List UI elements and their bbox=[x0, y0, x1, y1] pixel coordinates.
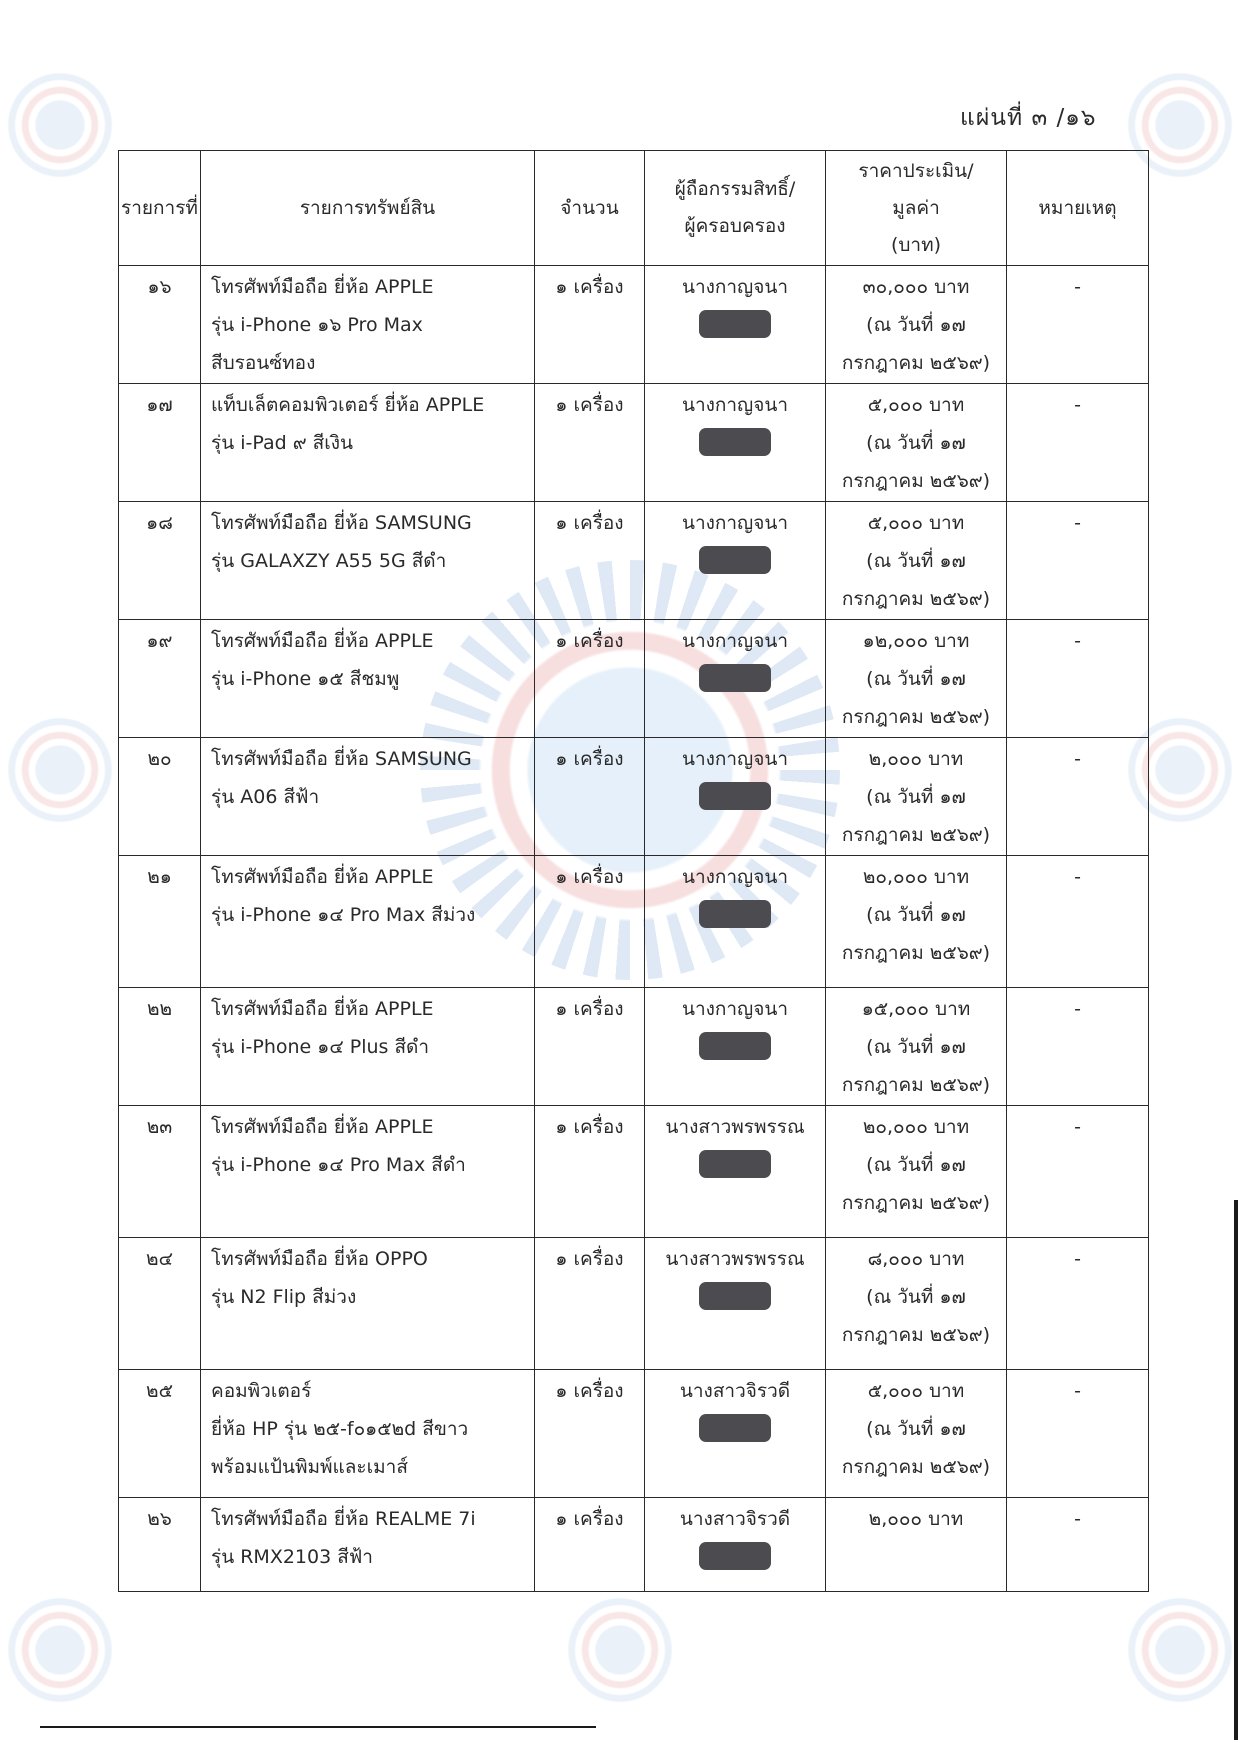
owner-name: นางกาญจนา bbox=[681, 276, 789, 298]
asset-description-line: รุ่น i-Phone ๑๖ Pro Max bbox=[211, 314, 423, 336]
table-row bbox=[119, 738, 1149, 856]
asset-description bbox=[201, 1238, 535, 1370]
owner-name: นางกาญจนา bbox=[681, 512, 789, 534]
appraised-value bbox=[826, 502, 1007, 620]
redaction-box bbox=[699, 1542, 771, 1570]
redaction-box bbox=[699, 546, 771, 574]
header-owner-line: ผู้ถือกรรมสิทธิ์/ bbox=[674, 178, 796, 200]
header-note: หมายเหตุ bbox=[1007, 151, 1149, 266]
owner-cell bbox=[645, 502, 826, 620]
owner-cell bbox=[645, 266, 826, 384]
redaction-box bbox=[699, 1414, 771, 1442]
asset-description-line: โทรศัพท์มือถือ ยี่ห้อ REALME 7i bbox=[211, 1508, 476, 1530]
item-number: ๒๓ bbox=[119, 1106, 201, 1238]
asset-description-line: ยี่ห้อ HP รุ่น ๒๕-f๐๑๕๒d สีขาว bbox=[211, 1418, 469, 1440]
watermark-logo bbox=[560, 1590, 680, 1710]
redaction-box bbox=[699, 1282, 771, 1310]
redaction-box bbox=[699, 900, 771, 928]
appraised-value bbox=[826, 1106, 1007, 1238]
appraised-value bbox=[826, 620, 1007, 738]
asset-quantity: ๑ เครื่อง bbox=[535, 384, 645, 502]
redaction-box bbox=[699, 664, 771, 692]
appraised-value-line: กรกฎาคม ๒๕๖๙) bbox=[841, 1324, 991, 1346]
item-number: ๒๑ bbox=[119, 856, 201, 988]
appraised-value-line: (ณ วันที่ ๑๗ bbox=[866, 314, 966, 336]
asset-description bbox=[201, 856, 535, 988]
remark: - bbox=[1007, 988, 1149, 1106]
remark: - bbox=[1007, 856, 1149, 988]
asset-description-line: สีบรอนซ์ทอง bbox=[211, 352, 316, 374]
asset-quantity: ๑ เครื่อง bbox=[535, 856, 645, 988]
asset-quantity: ๑ เครื่อง bbox=[535, 738, 645, 856]
asset-description-line: รุ่น i-Phone ๑๔ Pro Max สีดำ bbox=[211, 1154, 466, 1176]
appraised-value bbox=[826, 988, 1007, 1106]
asset-description bbox=[201, 266, 535, 384]
table-row bbox=[119, 988, 1149, 1106]
asset-description-line: คอมพิวเตอร์ bbox=[211, 1380, 312, 1402]
item-number: ๑๖ bbox=[119, 266, 201, 384]
owner-name: นางสาวจิรวดี bbox=[679, 1380, 791, 1402]
scan-edge bbox=[1234, 1200, 1238, 1740]
asset-description bbox=[201, 1370, 535, 1498]
appraised-value-line: กรกฎาคม ๒๕๖๙) bbox=[841, 1074, 991, 1096]
appraised-value-line: กรกฎาคม ๒๕๖๙) bbox=[841, 1192, 991, 1214]
asset-description-line: โทรศัพท์มือถือ ยี่ห้อ APPLE bbox=[211, 630, 434, 652]
asset-description bbox=[201, 1498, 535, 1592]
redaction-box bbox=[699, 1150, 771, 1178]
asset-description-line: รุ่น i-Phone ๑๔ Plus สีดำ bbox=[211, 1036, 430, 1058]
footer-rule bbox=[40, 1726, 596, 1728]
asset-description-line: โทรศัพท์มือถือ ยี่ห้อ APPLE bbox=[211, 276, 434, 298]
appraised-value-line: กรกฎาคม ๒๕๖๙) bbox=[841, 706, 991, 728]
table-row bbox=[119, 1498, 1149, 1592]
owner-cell bbox=[645, 620, 826, 738]
appraised-value-line: ๓๐,๐๐๐ บาท bbox=[862, 276, 970, 298]
asset-quantity: ๑ เครื่อง bbox=[535, 502, 645, 620]
owner-name: นางกาญจนา bbox=[681, 748, 789, 770]
asset-quantity: ๑ เครื่อง bbox=[535, 1498, 645, 1592]
appraised-value-line: กรกฎาคม ๒๕๖๙) bbox=[841, 588, 991, 610]
asset-description-line: รุ่น i-Phone ๑๕ สีชมพู bbox=[211, 668, 400, 690]
header-asset: รายการทรัพย์สิน bbox=[201, 151, 535, 266]
appraised-value-line: ๑๒,๐๐๐ บาท bbox=[862, 630, 970, 652]
header-quantity: จำนวน bbox=[535, 151, 645, 266]
header-price bbox=[826, 151, 1007, 266]
appraised-value-line: ๒๐,๐๐๐ บาท bbox=[862, 866, 970, 888]
asset-description-line: พร้อมแป้นพิมพ์และเมาส์ bbox=[211, 1456, 408, 1478]
appraised-value bbox=[826, 384, 1007, 502]
appraised-value-line: (ณ วันที่ ๑๗ bbox=[866, 1286, 966, 1308]
appraised-value-line: กรกฎาคม ๒๕๖๙) bbox=[841, 470, 991, 492]
owner-name: นางสาวพรพรรณ bbox=[665, 1116, 805, 1138]
owner-cell bbox=[645, 856, 826, 988]
appraised-value-line: (ณ วันที่ ๑๗ bbox=[866, 550, 966, 572]
header-price-line: ราคาประเมิน/ bbox=[858, 159, 974, 182]
item-number: ๑๙ bbox=[119, 620, 201, 738]
appraised-value-line: กรกฎาคม ๒๕๖๙) bbox=[841, 824, 991, 846]
remark: - bbox=[1007, 1106, 1149, 1238]
appraised-value bbox=[826, 856, 1007, 988]
asset-description-line: โทรศัพท์มือถือ ยี่ห้อ APPLE bbox=[211, 998, 434, 1020]
appraised-value-line: ๒,๐๐๐ บาท bbox=[868, 1508, 964, 1530]
owner-cell bbox=[645, 1106, 826, 1238]
owner-name: นางสาวพรพรรณ bbox=[665, 1248, 805, 1270]
redaction-box bbox=[699, 428, 771, 456]
remark: - bbox=[1007, 1370, 1149, 1498]
redaction-box bbox=[699, 782, 771, 810]
owner-cell bbox=[645, 1370, 826, 1498]
appraised-value-line: (ณ วันที่ ๑๗ bbox=[866, 904, 966, 926]
appraised-value-line: (ณ วันที่ ๑๗ bbox=[866, 1154, 966, 1176]
table-row bbox=[119, 384, 1149, 502]
remark: - bbox=[1007, 738, 1149, 856]
remark: - bbox=[1007, 502, 1149, 620]
watermark-logo bbox=[0, 65, 120, 185]
asset-description-line: รุ่น GALAXZY A55 5G สีดำ bbox=[211, 550, 447, 572]
remark: - bbox=[1007, 266, 1149, 384]
appraised-value-line: กรกฎาคม ๒๕๖๙) bbox=[841, 352, 991, 374]
asset-description-line: รุ่น N2 Flip สีม่วง bbox=[211, 1286, 357, 1308]
appraised-value-line: ๒,๐๐๐ บาท bbox=[868, 748, 964, 770]
table-row bbox=[119, 856, 1149, 988]
appraised-value bbox=[826, 1370, 1007, 1498]
owner-name: นางกาญจนา bbox=[681, 998, 789, 1020]
asset-table bbox=[118, 150, 1149, 1592]
asset-quantity: ๑ เครื่อง bbox=[535, 620, 645, 738]
header-item-no: รายการที่ bbox=[119, 151, 201, 266]
remark: - bbox=[1007, 620, 1149, 738]
remark: - bbox=[1007, 1498, 1149, 1592]
appraised-value-line: ๕,๐๐๐ บาท bbox=[867, 512, 965, 534]
appraised-value-line: ๒๐,๐๐๐ บาท bbox=[862, 1116, 970, 1138]
appraised-value bbox=[826, 1238, 1007, 1370]
asset-description bbox=[201, 1106, 535, 1238]
asset-quantity: ๑ เครื่อง bbox=[535, 988, 645, 1106]
owner-name: นางสาวจิรวดี bbox=[679, 1508, 791, 1530]
asset-description-line: รุ่น i-Pad ๙ สีเงิน bbox=[211, 432, 354, 454]
owner-cell bbox=[645, 988, 826, 1106]
appraised-value-line: (ณ วันที่ ๑๗ bbox=[866, 1418, 966, 1440]
owner-name: นางกาญจนา bbox=[681, 630, 789, 652]
table-row bbox=[119, 502, 1149, 620]
table-row bbox=[119, 266, 1149, 384]
asset-quantity: ๑ เครื่อง bbox=[535, 1238, 645, 1370]
remark: - bbox=[1007, 384, 1149, 502]
header-owner-line: ผู้ครอบครอง bbox=[684, 215, 786, 237]
table-row bbox=[119, 1106, 1149, 1238]
appraised-value bbox=[826, 738, 1007, 856]
appraised-value-line: (ณ วันที่ ๑๗ bbox=[866, 1036, 966, 1058]
redaction-box bbox=[699, 1032, 771, 1060]
asset-description bbox=[201, 988, 535, 1106]
item-number: ๒๒ bbox=[119, 988, 201, 1106]
appraised-value bbox=[826, 266, 1007, 384]
asset-description-line: โทรศัพท์มือถือ ยี่ห้อ APPLE bbox=[211, 866, 434, 888]
owner-cell bbox=[645, 1238, 826, 1370]
asset-description bbox=[201, 620, 535, 738]
appraised-value-line: ๕,๐๐๐ บาท bbox=[867, 1380, 965, 1402]
remark: - bbox=[1007, 1238, 1149, 1370]
item-number: ๑๗ bbox=[119, 384, 201, 502]
owner-name: นางกาญจนา bbox=[681, 394, 789, 416]
owner-cell bbox=[645, 384, 826, 502]
item-number: ๒๖ bbox=[119, 1498, 201, 1592]
asset-description bbox=[201, 738, 535, 856]
owner-cell bbox=[645, 1498, 826, 1592]
owner-name: นางกาญจนา bbox=[681, 866, 789, 888]
table-row bbox=[119, 620, 1149, 738]
asset-description-line: รุ่น RMX2103 สีฟ้า bbox=[211, 1546, 373, 1568]
asset-quantity: ๑ เครื่อง bbox=[535, 1106, 645, 1238]
appraised-value bbox=[826, 1498, 1007, 1592]
appraised-value-line: กรกฎาคม ๒๕๖๙) bbox=[841, 1456, 991, 1478]
watermark-logo bbox=[1120, 1590, 1240, 1710]
header-owner bbox=[645, 151, 826, 266]
item-number: ๑๘ bbox=[119, 502, 201, 620]
item-number: ๒๐ bbox=[119, 738, 201, 856]
appraised-value-line: ๑๕,๐๐๐ บาท bbox=[861, 998, 971, 1020]
item-number: ๒๔ bbox=[119, 1238, 201, 1370]
appraised-value-line: (ณ วันที่ ๑๗ bbox=[866, 786, 966, 808]
asset-description bbox=[201, 384, 535, 502]
redaction-box bbox=[699, 310, 771, 338]
asset-quantity: ๑ เครื่อง bbox=[535, 266, 645, 384]
asset-description-line: โทรศัพท์มือถือ ยี่ห้อ SAMSUNG bbox=[211, 512, 472, 534]
watermark-logo bbox=[0, 1590, 120, 1710]
owner-cell bbox=[645, 738, 826, 856]
asset-description-line: รุ่น A06 สีฟ้า bbox=[211, 786, 320, 808]
appraised-value-line: ๘,๐๐๐ บาท bbox=[867, 1248, 965, 1270]
asset-description-line: โทรศัพท์มือถือ ยี่ห้อ OPPO bbox=[211, 1248, 428, 1270]
header-price-line: มูลค่า bbox=[892, 196, 940, 219]
appraised-value-line: ๕,๐๐๐ บาท bbox=[867, 394, 965, 416]
asset-quantity: ๑ เครื่อง bbox=[535, 1370, 645, 1498]
appraised-value-line: กรกฎาคม ๒๕๖๙) bbox=[841, 942, 991, 964]
asset-description bbox=[201, 502, 535, 620]
appraised-value-line: (ณ วันที่ ๑๗ bbox=[866, 668, 966, 690]
table-row bbox=[119, 1238, 1149, 1370]
table-header-row bbox=[119, 151, 1149, 266]
asset-description-line: โทรศัพท์มือถือ ยี่ห้อ APPLE bbox=[211, 1116, 434, 1138]
sheet-number: แผ่นที่ ๓ /๑๖ bbox=[960, 105, 1097, 131]
table-row bbox=[119, 1370, 1149, 1498]
asset-description-line: รุ่น i-Phone ๑๔ Pro Max สีม่วง bbox=[211, 904, 476, 926]
item-number: ๒๕ bbox=[119, 1370, 201, 1498]
asset-description-line: แท็บเล็ตคอมพิวเตอร์ ยี่ห้อ APPLE bbox=[211, 394, 485, 416]
appraised-value-line: (ณ วันที่ ๑๗ bbox=[866, 432, 966, 454]
watermark-logo bbox=[0, 710, 120, 830]
header-price-line: (บาท) bbox=[890, 233, 942, 256]
asset-description-line: โทรศัพท์มือถือ ยี่ห้อ SAMSUNG bbox=[211, 748, 472, 770]
